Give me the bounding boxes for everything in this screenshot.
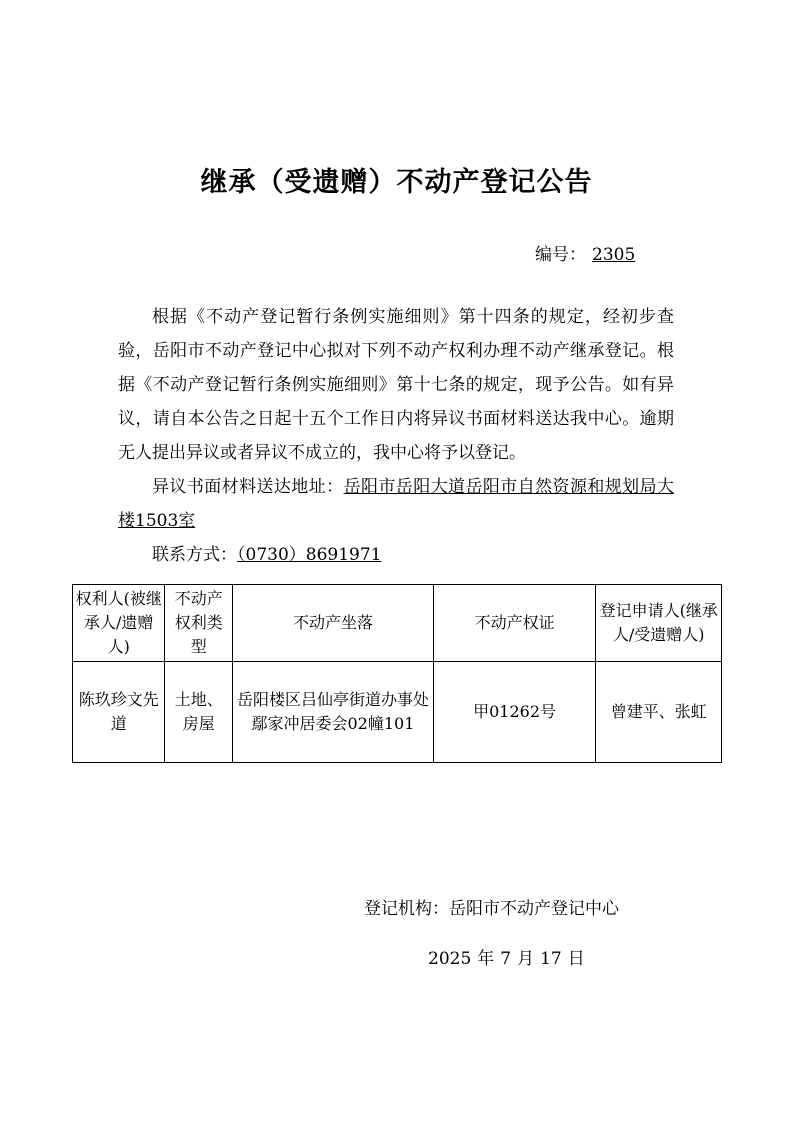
serial-value: 2305 [592, 245, 636, 265]
cell-applicant: 曾建平、张虹 [596, 662, 722, 763]
header-right-type: 不动产权利类型 [165, 585, 233, 662]
date-year: 2025 [428, 949, 472, 969]
serial-label: 编号： [535, 245, 586, 265]
header-location: 不动产坐落 [233, 585, 433, 662]
table-row [73, 662, 722, 763]
contact-info [152, 538, 381, 572]
issuing-authority [364, 894, 619, 919]
date-month-unit: 月 [517, 949, 535, 969]
notice-body-paragraph: 根据《不动产登记暂行条例实施细则》第十四条的规定，经初步查验，岳阳市不动产登记中心拟对下列不动产权利办理不动产继承登记。根据《不动产登记暂行条例实施细则》第十七条的规定，现予公告。如有异议，请自本公告之日起十五个工作日内将异议书面材料送达我中心。逾期无人提出异议或者异议不成立的，我中心将予以登记。 [118, 307, 674, 463]
cell-right-type: 土地、房屋 [165, 662, 233, 763]
cell-certificate: 甲01262号 [433, 662, 596, 763]
date-month: 7 [500, 949, 512, 969]
date-day: 17 [540, 949, 562, 969]
cell-rights-holder: 陈玖珍文先道 [73, 662, 165, 763]
cell-location: 岳阳楼区吕仙亭街道办事处鄢家冲居委会02幢101 [233, 662, 433, 763]
issue-date [428, 944, 591, 969]
header-rights-holder: 权利人(被继承人/遗赠人) [73, 585, 165, 662]
notice-title: 继承（受遗赠）不动产登记公告 [200, 167, 593, 198]
date-year-unit: 年 [477, 949, 495, 969]
header-applicant: 登记申请人(继承人/受遗赠人) [596, 585, 722, 662]
contact-value: （0730）8691971 [237, 545, 382, 565]
issuer-label: 登记机构： [364, 899, 449, 919]
table-header-row [73, 585, 722, 662]
issuer-value: 岳阳市不动产登记中心 [449, 899, 619, 919]
date-day-unit: 日 [567, 949, 585, 969]
address-value: 岳阳市岳阳大道岳阳市自然资源和规划局大楼1503室 [118, 477, 675, 531]
property-records-table [72, 584, 722, 763]
header-certificate: 不动产权证 [433, 585, 596, 662]
objection-address [118, 470, 674, 538]
address-label: 异议书面材料送达地址： [152, 477, 344, 497]
contact-label: 联系方式： [152, 545, 237, 565]
serial-number [535, 240, 635, 265]
